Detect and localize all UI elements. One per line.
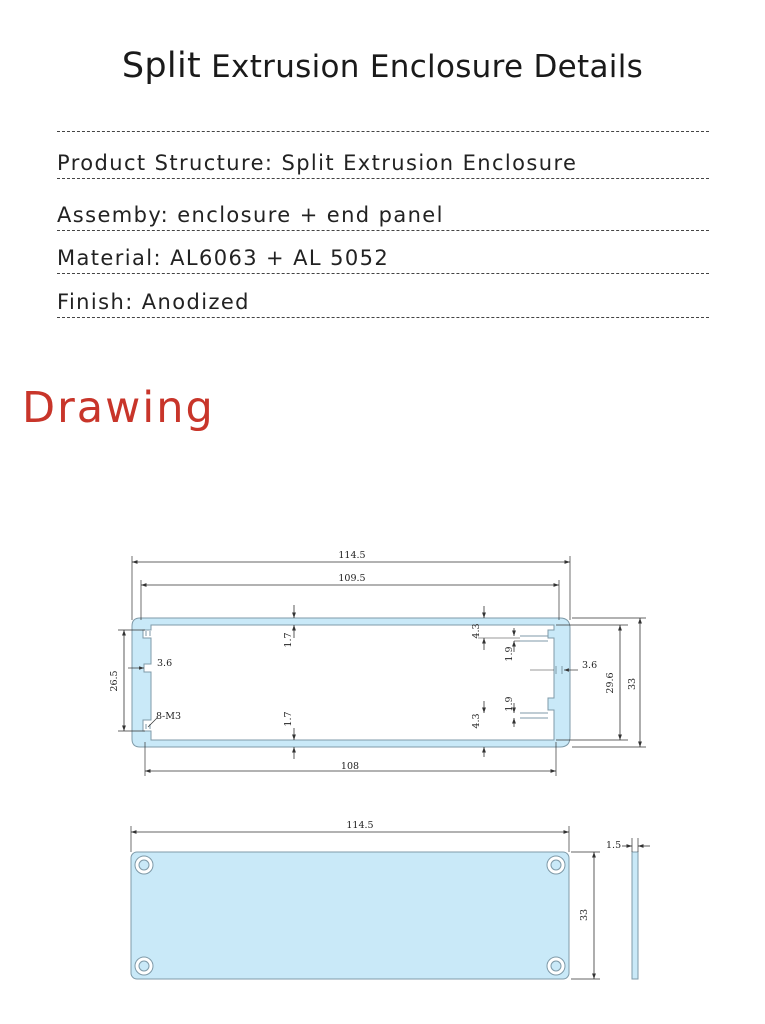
spec-value: enclosure + end panel: [177, 203, 444, 227]
dim-panel-thickness: [606, 838, 650, 852]
enclosure-profile: [132, 618, 570, 747]
mounting-hole: [135, 856, 153, 874]
dim-label: 1.5: [606, 840, 622, 851]
spec-label: Finish: [57, 290, 126, 314]
dim-rail-bottom: [504, 696, 515, 727]
dim-inner-width: [141, 573, 559, 620]
dim-label: 26.5: [109, 670, 120, 692]
drawing-section-title: Drawing: [22, 383, 215, 433]
dim-top-wall: [283, 605, 294, 648]
spec-separator: :: [153, 246, 171, 270]
dim-label: 1.9: [504, 696, 515, 712]
rail-bottom-right: [520, 713, 548, 718]
end-panel-plate: [131, 852, 569, 979]
spec-label: Assemby: [57, 203, 161, 227]
dim-label: 4.3: [471, 713, 482, 729]
dim-label: 33: [627, 677, 638, 691]
screw-slot-bottom-left: [146, 724, 150, 729]
dim-label: 3.6: [582, 660, 598, 671]
screw-note: [148, 711, 181, 727]
dim-label: 108: [340, 761, 360, 772]
dim-rail-top: [504, 628, 520, 662]
dim-label: 29.6: [605, 672, 616, 694]
dim-panel-height: [571, 852, 600, 979]
screw-slot-top-left: [146, 631, 150, 636]
dim-label: 3.6: [157, 658, 173, 669]
dim-label: 114.5: [346, 820, 374, 831]
title-part1: Split: [121, 46, 201, 86]
dim-label: 1.9: [504, 646, 515, 662]
dim-label: 109.5: [338, 573, 366, 584]
dim-bottom-wall: [283, 711, 294, 759]
dim-label: 1.7: [283, 632, 294, 648]
spec-label: Material: [57, 246, 154, 270]
dim-right-top-gap: [471, 606, 520, 650]
mounting-hole: [547, 957, 565, 975]
dim-right-bottom-gap: [471, 701, 484, 757]
dim-label: 8-M3: [156, 711, 182, 722]
dim-label: 33: [579, 908, 590, 922]
spec-value: AL6063 + AL 5052: [170, 246, 390, 270]
dim-label: 4.3: [471, 623, 482, 639]
mounting-hole: [547, 856, 565, 874]
spec-value: Split Extrusion Enclosure: [281, 151, 578, 175]
dim-label: 114.5: [338, 550, 366, 561]
spec-separator: :: [160, 203, 178, 227]
spec-label: Product Structure: [57, 151, 265, 175]
rail-top-right: [520, 636, 548, 641]
end-panel-side-view: [632, 852, 638, 979]
spec-value: Anodized: [141, 290, 250, 314]
dim-label: 1.7: [283, 711, 294, 727]
spec-separator: :: [125, 290, 142, 314]
spec-separator: :: [264, 151, 282, 175]
mounting-hole: [135, 957, 153, 975]
dim-panel-width: [131, 820, 569, 852]
end-panel: [131, 852, 638, 979]
profile-outer-shape: [132, 618, 570, 747]
title-part2: Extrusion Enclosure Details: [211, 49, 644, 85]
